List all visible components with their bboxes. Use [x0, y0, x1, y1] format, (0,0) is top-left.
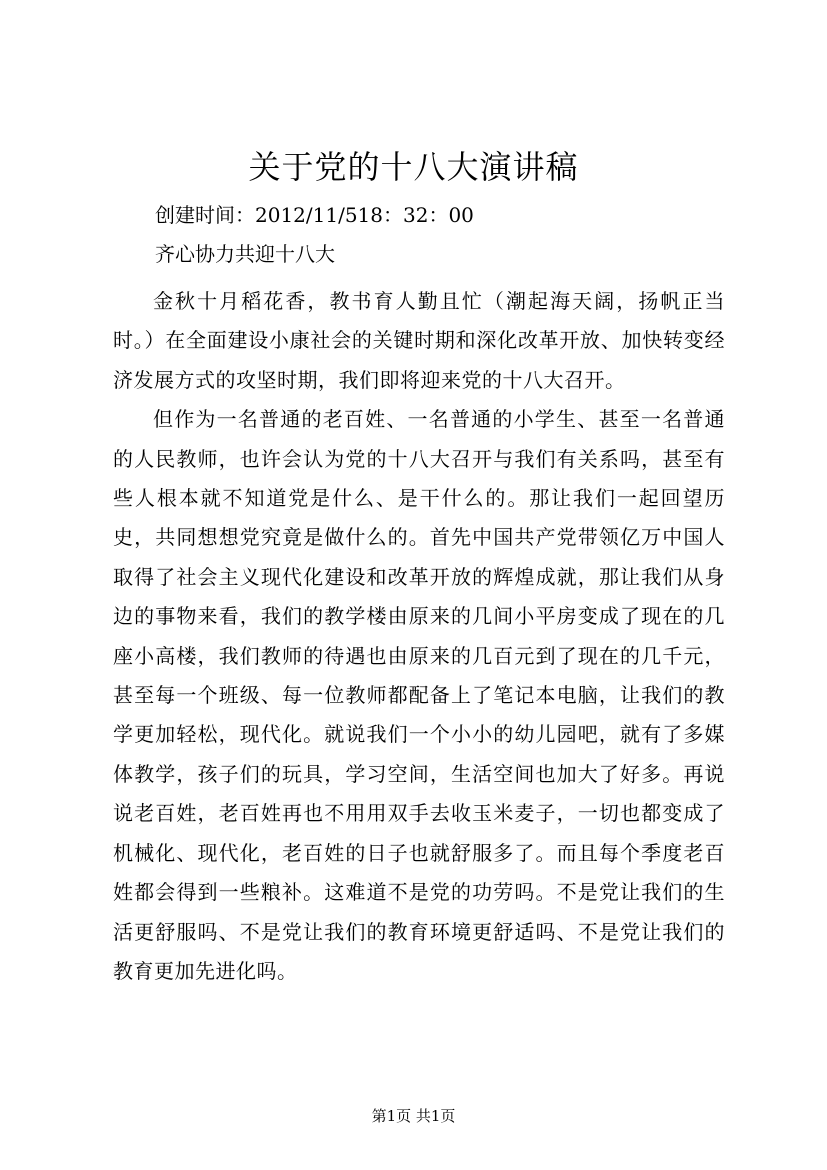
paragraph: 金秋十月稻花香，教书育人勤且忙（潮起海天阔，扬帆正当时。）在全面建设小康社会的关键时期和深化改革开放、加快转变经济发展方式的攻坚时期，我们即将迎来党的十八大召开。: [113, 289, 725, 392]
paragraph: 但作为一名普通的老百姓、一名普通的小学生、甚至一名普通的人民教师，也许会认为党的十八大召开与我们有关系吗，甚至有些人根本就不知道党是什么、是干什么的。那让我们一起回望历史，共同想想党究竟是做什么的。首先中国共产党带领亿万中国人取得了社会主义现代化建设和改革开放的辉煌成就，那让我们从身边的事物来看，我们的教学楼由原来的几间小平房变成了现在的几座小高楼，我们教师的待遇也由原来的几百元到了现在的几千元，甚至每一个班级、每一位教师都配备上了笔记本电脑，让我们的教学更加轻松，现代化。就说我们一个小小的幼儿园吧，就有了多媒体教学，孩子们的玩具，学习空间，生活空间也加大了好多。再说说老百姓，老百姓再也不用用双手去收玉米麦子，一切也都变成了机械化、现代化，老百姓的日子也就舒服多了。而且每个季度老百姓都会得到一些粮补。这难道不是党的功劳吗。不是党让我们的生活更舒服吗、不是党让我们的教育环境更舒适吗、不是党让我们的教育更加先进化吗。: [113, 407, 725, 983]
page-footer: 第1页 共1页: [371, 1107, 456, 1125]
created-time: 创建时间：2012/11/518：32：00: [155, 203, 474, 227]
document-title: 关于党的十八大演讲稿: [248, 148, 579, 186]
document-body: [113, 282, 725, 991]
document-subtitle: 齐心协力共迎十八大: [155, 242, 335, 266]
